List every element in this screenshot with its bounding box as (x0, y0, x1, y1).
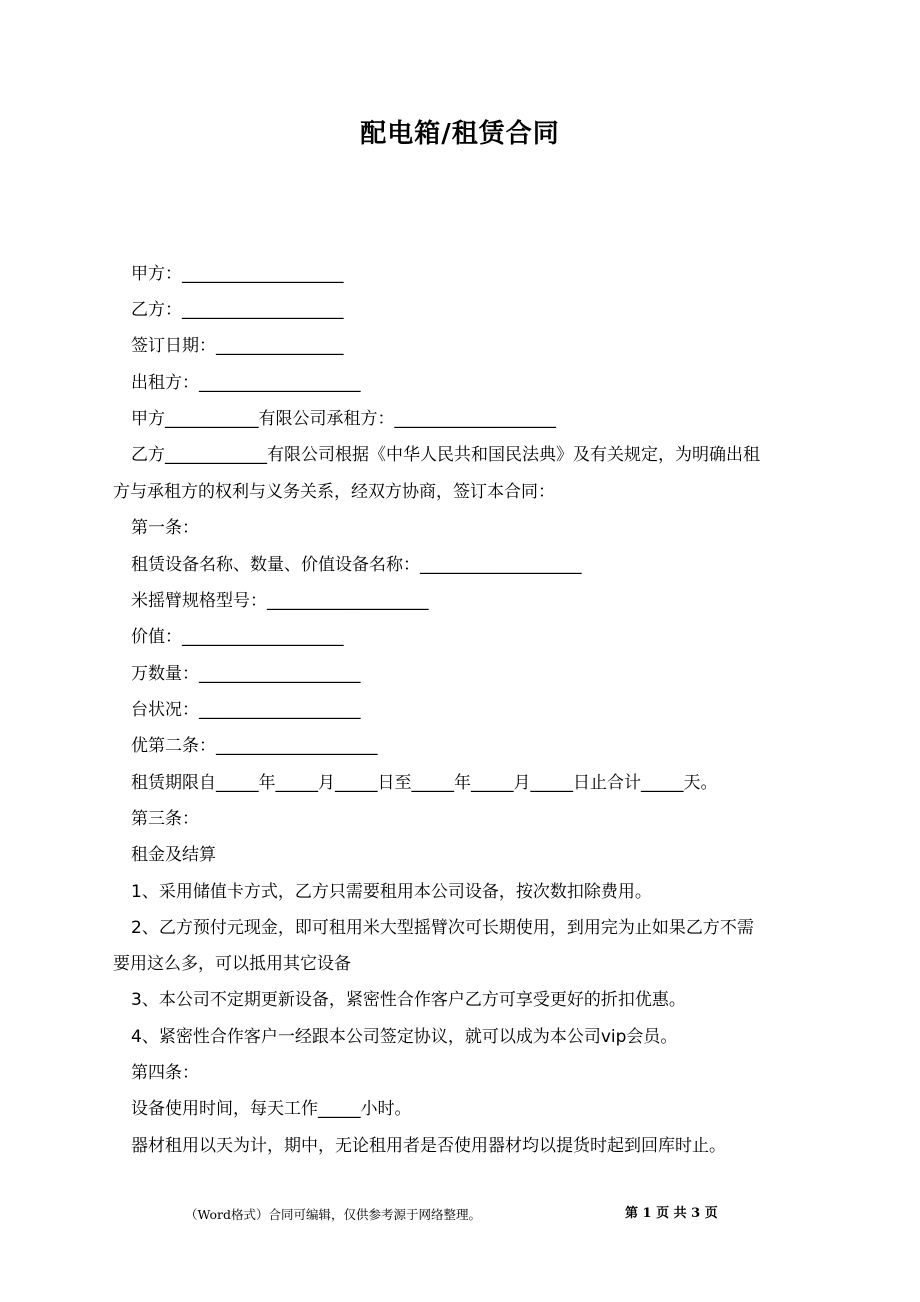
page-number: 第 1 页 共 3 页 (625, 1206, 718, 1221)
clause-1: 1、采用储值卡方式，乙方只需要租用本公司设备，按次数扣除费用。 (131, 882, 652, 902)
party-a-line: 甲方：___________________ (131, 264, 344, 284)
party-a-company-line: 甲方___________有限公司承租方：___________________ (131, 409, 556, 429)
article-4-heading: 第四条： (131, 1063, 199, 1083)
clause-2: 2、乙方预付元现金，即可租用米大型摇臂次可长期使用，到用完为止如果乙方不需 (131, 918, 754, 938)
model-spec-line: 米摇臂规格型号：___________________ (131, 591, 429, 611)
preamble-continuation: 方与承租方的权利与义务关系，经双方协商，签订本合同： (113, 482, 555, 502)
quantity-line: 万数量：___________________ (131, 664, 361, 684)
lessor-line: 出租方：___________________ (131, 373, 361, 393)
value-line: 价值：___________________ (131, 627, 344, 647)
clause-2-continuation: 要用这么多，可以抵用其它设备 (113, 954, 351, 974)
article-2-line: 优第二条：___________________ (131, 736, 378, 756)
usage-hours-line: 设备使用时间，每天工作_____小时。 (131, 1099, 412, 1119)
condition-line: 台状况：___________________ (131, 700, 361, 720)
footer-note: （Word格式）合同可编辑，仅供参考源于网络整理。 (185, 1207, 482, 1222)
sign-date-line: 签订日期：_______________ (131, 336, 344, 356)
equipment-name-line: 租赁设备名称、数量、价值设备名称：___________________ (131, 555, 582, 575)
article-3-heading: 第三条： (131, 809, 199, 829)
party-b-company-line: 乙方____________有限公司根据《中华人民共和国民法典》及有关规定，为明确出租 (131, 445, 760, 465)
rent-settlement-heading: 租金及结算 (131, 845, 216, 865)
party-b-line: 乙方：___________________ (131, 300, 344, 320)
article-1-heading: 第一条： (131, 518, 199, 538)
document-title: 配电箱/租赁合同 (360, 119, 560, 149)
clause-4: 4、紧密性合作客户一经跟本公司签定协议，就可以成为本公司vip会员。 (131, 1027, 678, 1047)
lease-term-line: 租赁期限自_____年_____月_____日至_____年_____月_____日止合计_____天。 (131, 773, 718, 793)
rental-period-line: 器材租用以天为计，期中，无论租用者是否使用器材均以提货时起到回库时止。 (131, 1136, 726, 1156)
clause-3: 3、本公司不定期更新设备，紧密性合作客户乙方可享受更好的折扣优惠。 (131, 990, 686, 1010)
